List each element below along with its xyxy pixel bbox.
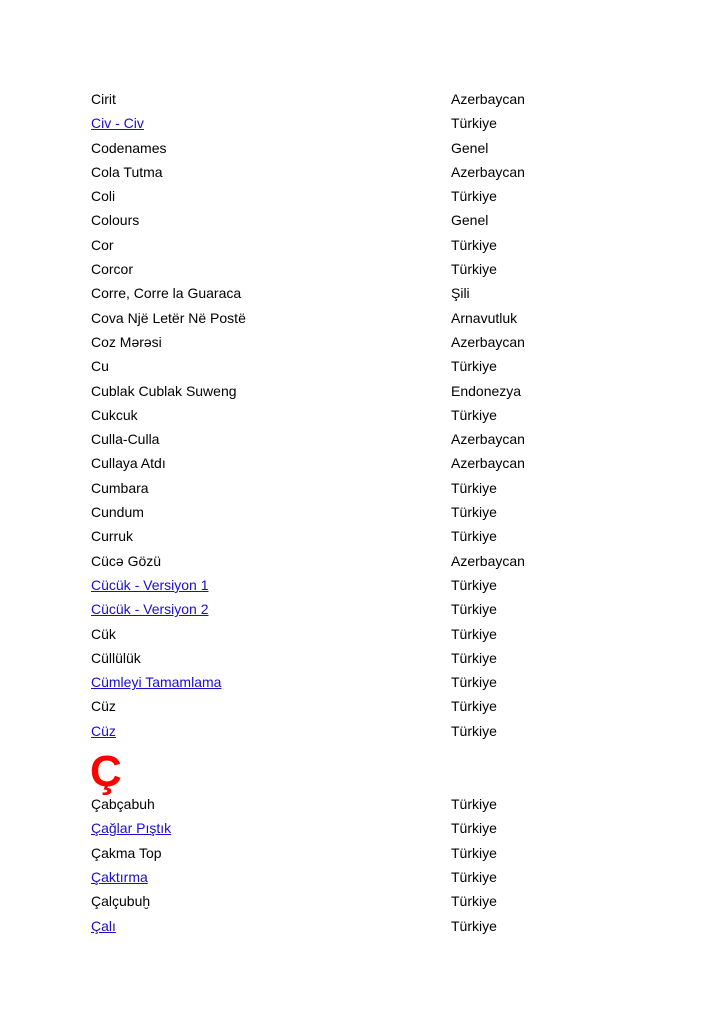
country-name: Türkiye [451, 358, 497, 375]
country-name: Endonezya [451, 382, 522, 399]
country-name: Azerbaycan [451, 333, 525, 350]
game-name: Coz Mərəsi [91, 333, 162, 350]
game-name-link[interactable]: Civ - Civ [91, 115, 144, 132]
game-name: Codenames [91, 139, 167, 156]
list-row [91, 719, 651, 743]
country-name: Türkiye [451, 674, 497, 691]
country-name: Türkiye [451, 115, 497, 132]
game-name: Corcor [91, 261, 134, 278]
list-row [91, 476, 651, 500]
game-name: Cük [91, 625, 116, 642]
list-row [91, 427, 651, 451]
game-name-link[interactable]: Cücük - Versiyon 1 [91, 576, 209, 593]
rows-before-section [91, 87, 651, 743]
game-name: Cublak Cublak Suweng [91, 382, 237, 399]
list-row [91, 257, 651, 281]
country-name: Türkiye [451, 576, 497, 593]
country-name: Türkiye [451, 406, 497, 423]
list-row [91, 694, 651, 718]
game-name: Çakma Top [91, 844, 162, 861]
country-name: Türkiye [451, 649, 497, 666]
list-row [91, 792, 651, 816]
country-name: Arnavutluk [451, 309, 518, 326]
list-row [91, 379, 651, 403]
game-name-link[interactable]: Çaktırma [91, 868, 148, 885]
game-name: Cirit [91, 91, 116, 107]
list-row [91, 208, 651, 232]
game-name: Culla-Culla [91, 431, 160, 448]
game-name: Cor [91, 236, 114, 253]
game-name-link[interactable]: Cüz [91, 722, 116, 739]
list-row [91, 330, 651, 354]
country-name: Türkiye [451, 893, 497, 910]
game-name: Cüllülük [91, 649, 141, 666]
game-name: Cukcuk [91, 406, 138, 423]
list-row [91, 160, 651, 184]
country-name: Türkiye [451, 820, 497, 837]
game-name: Çalçubuḫ [91, 893, 151, 910]
game-name: Cücə Gözü [91, 552, 162, 569]
game-name: Cumbara [91, 479, 149, 496]
list-row [91, 816, 651, 840]
list-row [91, 841, 651, 865]
game-name: Curruk [91, 528, 134, 545]
section-letter-heading [90, 743, 651, 797]
country-name: Türkiye [451, 868, 497, 885]
list-row [91, 136, 651, 160]
country-name: Türkiye [451, 698, 497, 715]
country-name: Azerbaycan [451, 163, 525, 180]
country-name: Türkiye [451, 261, 497, 278]
country-name: Genel [451, 139, 489, 156]
rows-after-section [91, 792, 651, 938]
country-name: Şili [451, 285, 470, 302]
list-row [91, 111, 651, 135]
game-name: Coli [91, 188, 116, 205]
game-name-link[interactable]: Çağlar Pıştık [91, 820, 172, 837]
country-name: Türkiye [451, 796, 497, 813]
game-name: Cullaya Atdı [91, 455, 166, 472]
list-row [91, 889, 651, 913]
country-name: Türkiye [451, 504, 497, 521]
list-row [91, 87, 651, 111]
section-letter: Ç [90, 747, 122, 797]
list-row [91, 914, 651, 938]
list-row [91, 865, 651, 889]
list-row [91, 451, 651, 475]
list-row [91, 646, 651, 670]
list-row [91, 233, 651, 257]
list-row [91, 354, 651, 378]
country-name: Türkiye [451, 844, 497, 861]
country-name: Türkiye [451, 917, 497, 934]
country-name: Türkiye [451, 625, 497, 642]
list-row [91, 573, 651, 597]
game-list [91, 87, 651, 938]
list-row [91, 306, 651, 330]
country-name: Azerbaycan [451, 91, 525, 107]
country-name: Türkiye [451, 188, 497, 205]
list-row [91, 403, 651, 427]
list-row [91, 670, 651, 694]
list-row [91, 622, 651, 646]
game-name-link[interactable]: Cücük - Versiyon 2 [91, 601, 209, 618]
country-name: Azerbaycan [451, 455, 525, 472]
country-name: Türkiye [451, 236, 497, 253]
game-name: Cüz [91, 698, 116, 715]
game-name: Cundum [91, 504, 144, 521]
list-row [91, 597, 651, 621]
country-name: Türkiye [451, 601, 497, 618]
country-name: Türkiye [451, 722, 497, 739]
game-name: Colours [91, 212, 140, 229]
game-name-link[interactable]: Çalı [91, 917, 116, 934]
game-name: Çabçabuh [91, 796, 155, 813]
game-name: Cola Tutma [91, 163, 163, 180]
game-name: Corre, Corre la Guaraca [91, 285, 242, 302]
list-row [91, 281, 651, 305]
list-row [91, 524, 651, 548]
game-name-link[interactable]: Cümleyi Tamamlama [91, 674, 222, 691]
country-name: Türkiye [451, 479, 497, 496]
list-row [91, 549, 651, 573]
list-row [91, 184, 651, 208]
country-name: Genel [451, 212, 489, 229]
list-row [91, 500, 651, 524]
game-name: Cu [91, 358, 109, 375]
game-name: Cova Një Letër Në Postë [91, 309, 246, 326]
country-name: Türkiye [451, 528, 497, 545]
country-name: Azerbaycan [451, 431, 525, 448]
country-name: Azerbaycan [451, 552, 525, 569]
